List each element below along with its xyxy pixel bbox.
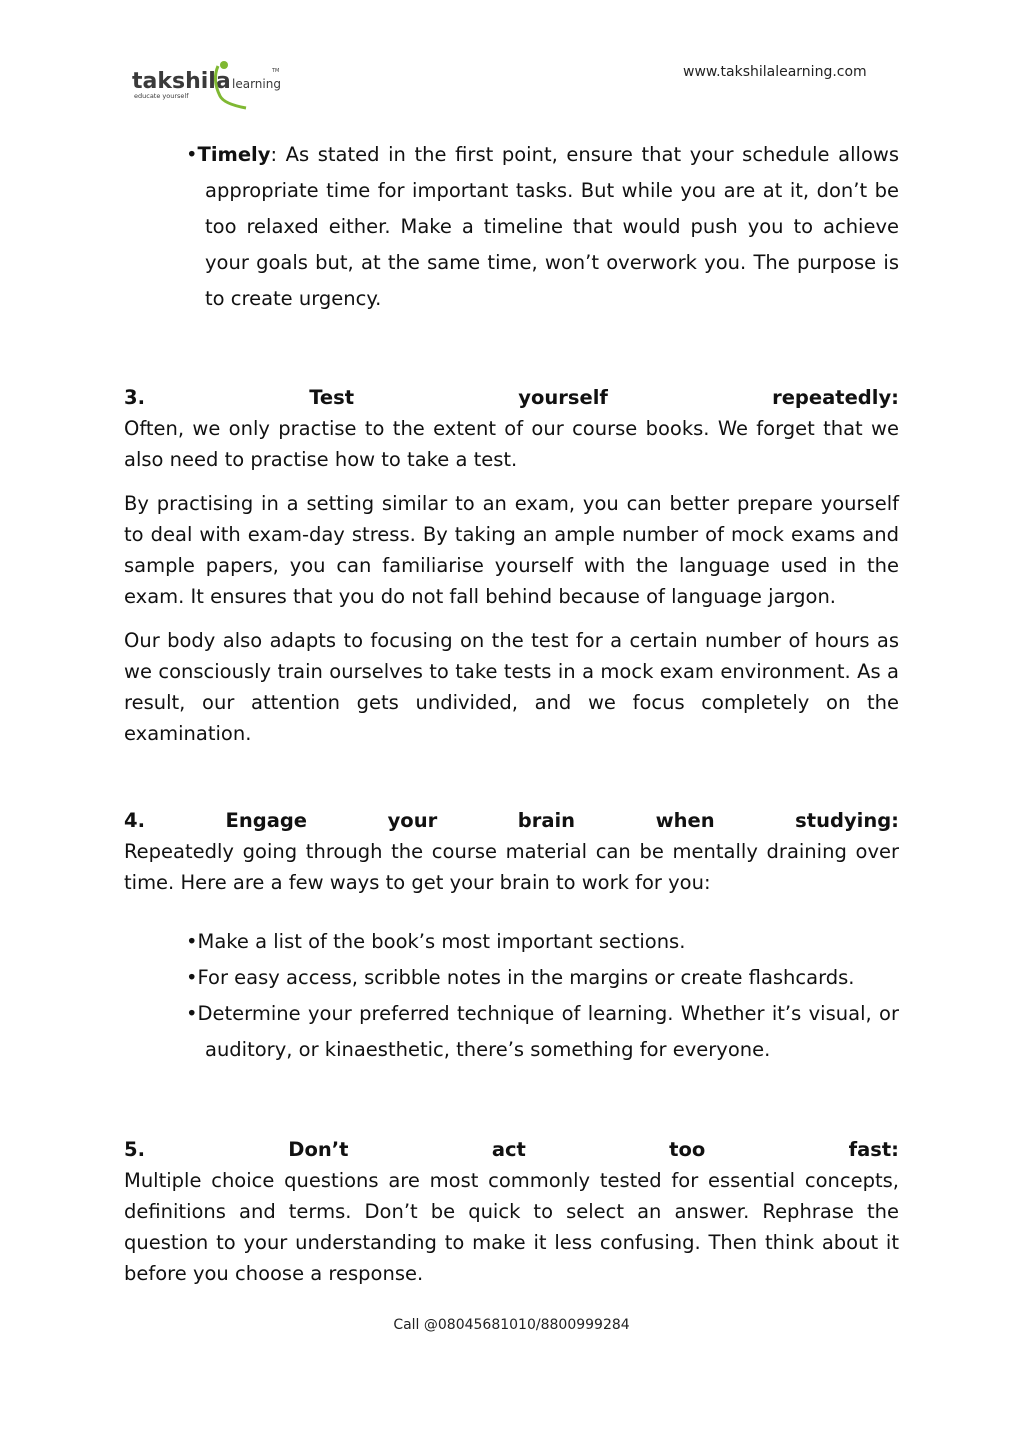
list-item-text: For easy access, scribble notes in the margins or create flashcards. — [197, 966, 855, 989]
footer-contact: Call @08045681010/8800999284 — [393, 1317, 630, 1333]
heading-word: fast: — [848, 1138, 899, 1161]
paragraph: Our body also adapts to focusing on the test for a certain number of hours as we consciously train ourselves to take tests in a mock exam environment. As a result, our attention gets undivided, and we focus completely on the examination. — [124, 629, 899, 745]
heading-word: yourself — [518, 386, 608, 409]
bullet-dot: • — [186, 966, 198, 989]
heading-word: Test — [309, 386, 355, 409]
section-heading-5 — [124, 1134, 899, 1165]
bullet-dot: • — [186, 930, 198, 953]
logo-figure-head — [220, 61, 228, 69]
list-item — [172, 924, 899, 960]
heading-word: when — [655, 809, 715, 832]
bullet-dot: • — [186, 1002, 198, 1025]
bullet-timely — [172, 137, 899, 317]
heading-word: 4. — [124, 809, 145, 832]
paragraph: Multiple choice questions are most commonly tested for essential concepts, definitions and terms. Don’t be quick to select an answer. Rephrase the question to your understanding to make it less confusing. Then think about it before you choose a response. — [124, 1169, 899, 1285]
logo-tagline: educate yourself — [134, 92, 189, 100]
takshila-learning-logo — [132, 58, 282, 112]
heading-word: your — [387, 809, 438, 832]
paragraph: Often, we only practise to the extent of our course books. We forget that we also need to practise how to take a test. — [124, 417, 899, 471]
logo-text: takshila — [132, 69, 231, 94]
heading-word: Engage — [225, 809, 308, 832]
section-heading-3 — [124, 382, 899, 413]
section-heading-4 — [124, 805, 899, 836]
logo-tm: TM — [272, 68, 280, 74]
heading-word: repeatedly: — [772, 386, 899, 409]
bullet-dot: • — [186, 143, 198, 166]
heading-word: studying: — [795, 809, 899, 832]
list-item-text: Determine your preferred technique of learning. Whether it’s visual, or auditory, or kinaesthetic, there’s something for everyone. — [197, 1002, 899, 1061]
heading-word: Don’t — [288, 1138, 349, 1161]
bullet-term: Timely — [197, 143, 271, 166]
heading-word: 5. — [124, 1138, 145, 1161]
heading-word: act — [491, 1138, 526, 1161]
bullet-text: : As stated in the first point, ensure that your schedule allows appropriate time for important tasks. But while you are at it, don’t be too relaxed either. Make a timeline that would push you to achieve your goals but, at the same time, won’t overwork you. The purpose is to create urgency. — [205, 143, 899, 310]
site-url: www.takshilalearning.com — [683, 64, 867, 80]
list-item — [172, 996, 899, 1068]
heading-word: brain — [517, 809, 576, 832]
paragraph: By practising in a setting similar to an exam, you can better prepare yourself to deal with exam-day stress. By taking an ample number of mock exams and sample papers, you can familiarise yourself with the language used in the exam. It ensures that you do not fall behind because of language jargon. — [124, 492, 899, 608]
heading-word: too — [669, 1138, 706, 1161]
heading-word: 3. — [124, 386, 145, 409]
list-item — [172, 960, 899, 996]
paragraph: Repeatedly going through the course material can be mentally draining over time. Here are a few ways to get your brain to work for you: — [124, 840, 899, 894]
logo-subtext: learning — [232, 77, 281, 91]
list-item-text: Make a list of the book’s most important sections. — [197, 930, 686, 953]
